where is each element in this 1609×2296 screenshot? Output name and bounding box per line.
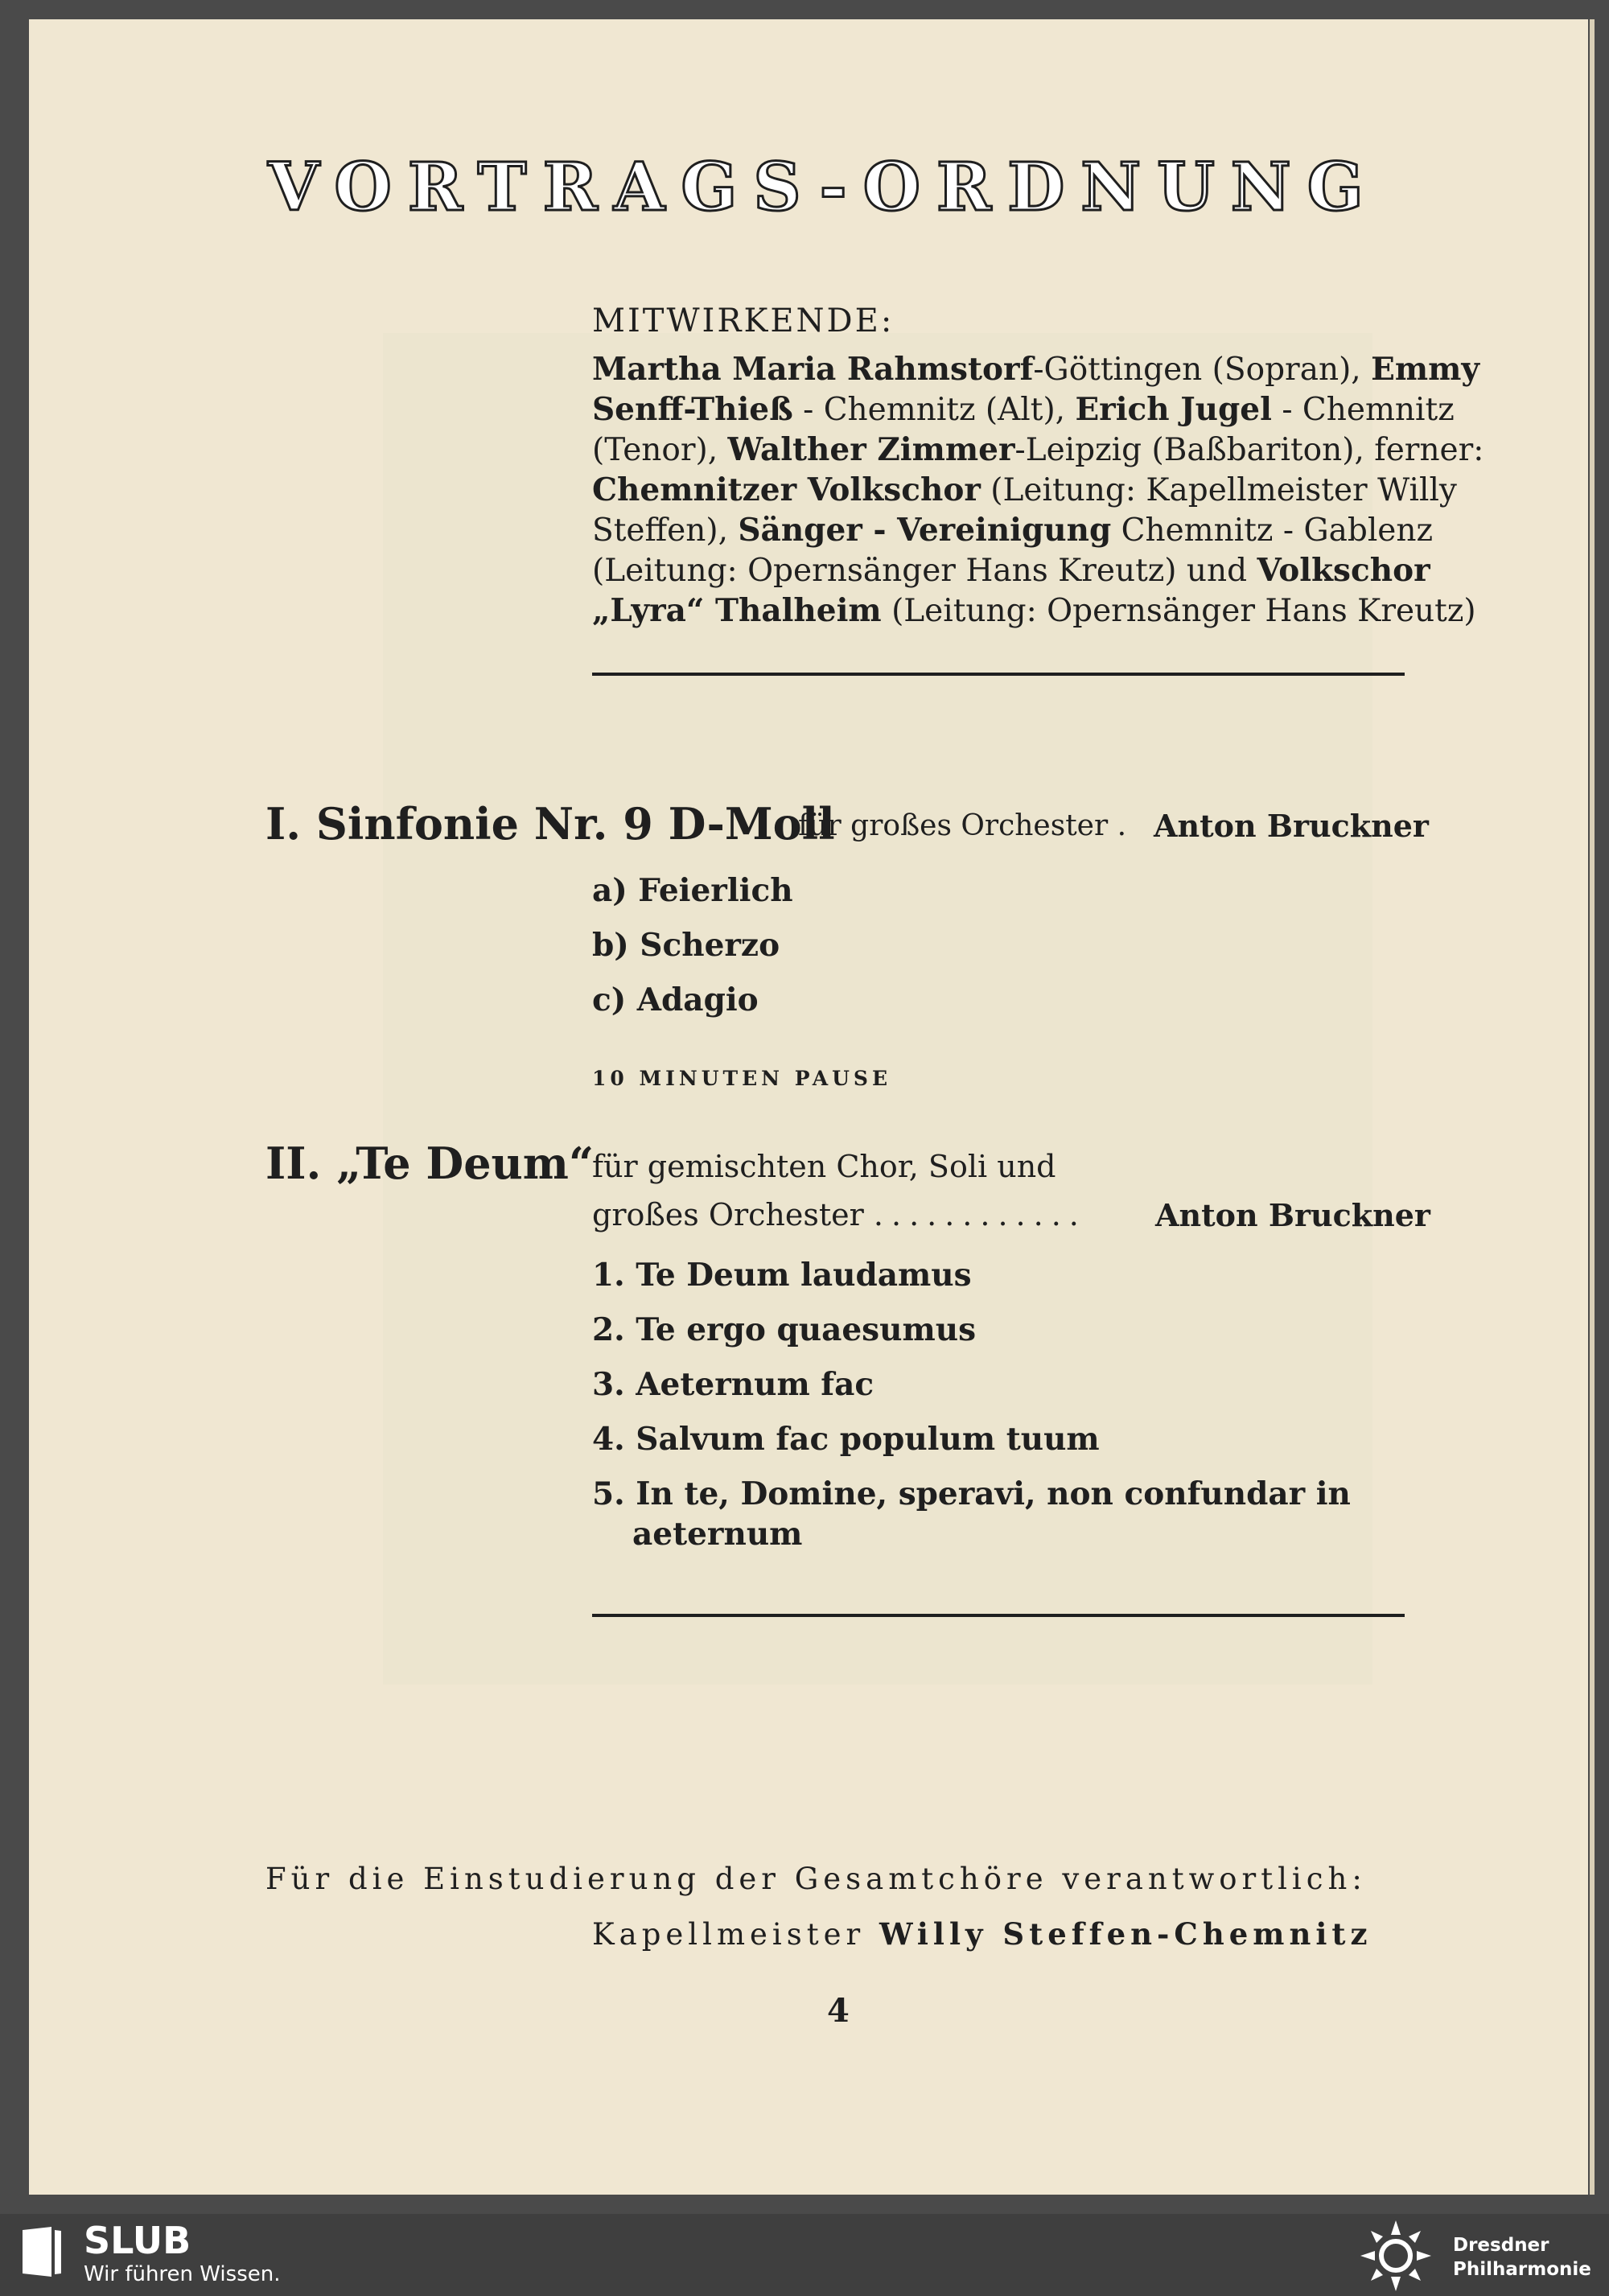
library-tagline: Wir führen Wissen. <box>84 2262 281 2286</box>
page-title: VORTRAGS-ORDNUNG <box>268 149 1380 226</box>
part2-title: II. „Te Deum“ <box>265 1138 595 1189</box>
mitwirkende-heading: MITWIRKENDE: <box>592 302 895 339</box>
performers-line-5: Steffen), Sänger - Vereinigung Chemnitz - Gablenz <box>592 512 1434 549</box>
part1-title: I. Sinfonie Nr. 9 D-Moll <box>265 798 835 850</box>
part2-subtitle-2: großes Orchester ............ <box>592 1197 1087 1232</box>
divider-bottom <box>592 1614 1405 1617</box>
part1-movement-a: a) Feierlich <box>592 872 793 909</box>
part1-subtitle: für großes Orchester . <box>798 809 1127 842</box>
part2-movement-2: 2. Te ergo quaesumus <box>592 1311 977 1348</box>
credits-line-1: Für die Einstudierung der Gesamtchöre verantwortlich: <box>265 1862 1367 1896</box>
page-edge <box>1590 19 1595 2195</box>
performers-line-1: Martha Maria Rahmstorf-Göttingen (Sopran), Emmy <box>592 351 1480 388</box>
performers-line-4: Chemnitzer Volkschor (Leitung: Kapellmeister Willy <box>592 471 1457 508</box>
part1-composer: Anton Bruckner <box>1154 808 1429 844</box>
part2-movement-4: 4. Salvum fac populum tuum <box>592 1421 1100 1458</box>
page-number: 4 <box>827 1992 850 2030</box>
part2-subtitle-1: für gemischten Chor, Soli und <box>592 1149 1056 1184</box>
part1-movement-b: b) Scherzo <box>592 927 780 964</box>
credits-line-2: Kapellmeister Willy Steffen-Chemnitz <box>592 1916 1372 1952</box>
pause-note: 10 MINUTEN PAUSE <box>592 1067 892 1090</box>
partner-name: Dresdner Philharmonie <box>1453 2235 1591 2280</box>
philharmonie-logo-icon <box>1352 2219 1440 2293</box>
slub-logo-icon <box>16 2224 64 2280</box>
performers-line-6: (Leitung: Opernsänger Hans Kreutz) und Volkschor <box>592 552 1430 589</box>
part2-movement-5: 5. In te, Domine, speravi, non confundar in <box>592 1475 1351 1512</box>
viewer-footer <box>0 2214 1609 2296</box>
performers-line-7: „Lyra“ Thalheim (Leitung: Opernsänger Hans Kreutz) <box>592 592 1476 629</box>
library-name: SLUB <box>84 2219 191 2262</box>
divider-top <box>592 673 1405 676</box>
performers-line-2: Senff-Thieß - Chemnitz (Alt), Erich Jugel - Chemnitz <box>592 391 1455 428</box>
part2-movement-3: 3. Aeternum fac <box>592 1366 874 1403</box>
performers-line-3: (Tenor), Walther Zimmer-Leipzig (Baßbariton), ferner: <box>592 431 1484 468</box>
part2-movement-5-cont: aeternum <box>632 1516 803 1553</box>
part1-movement-c: c) Adagio <box>592 981 759 1018</box>
part2-composer: Anton Bruckner <box>1155 1197 1430 1233</box>
part2-movement-1: 1. Te Deum laudamus <box>592 1257 972 1294</box>
